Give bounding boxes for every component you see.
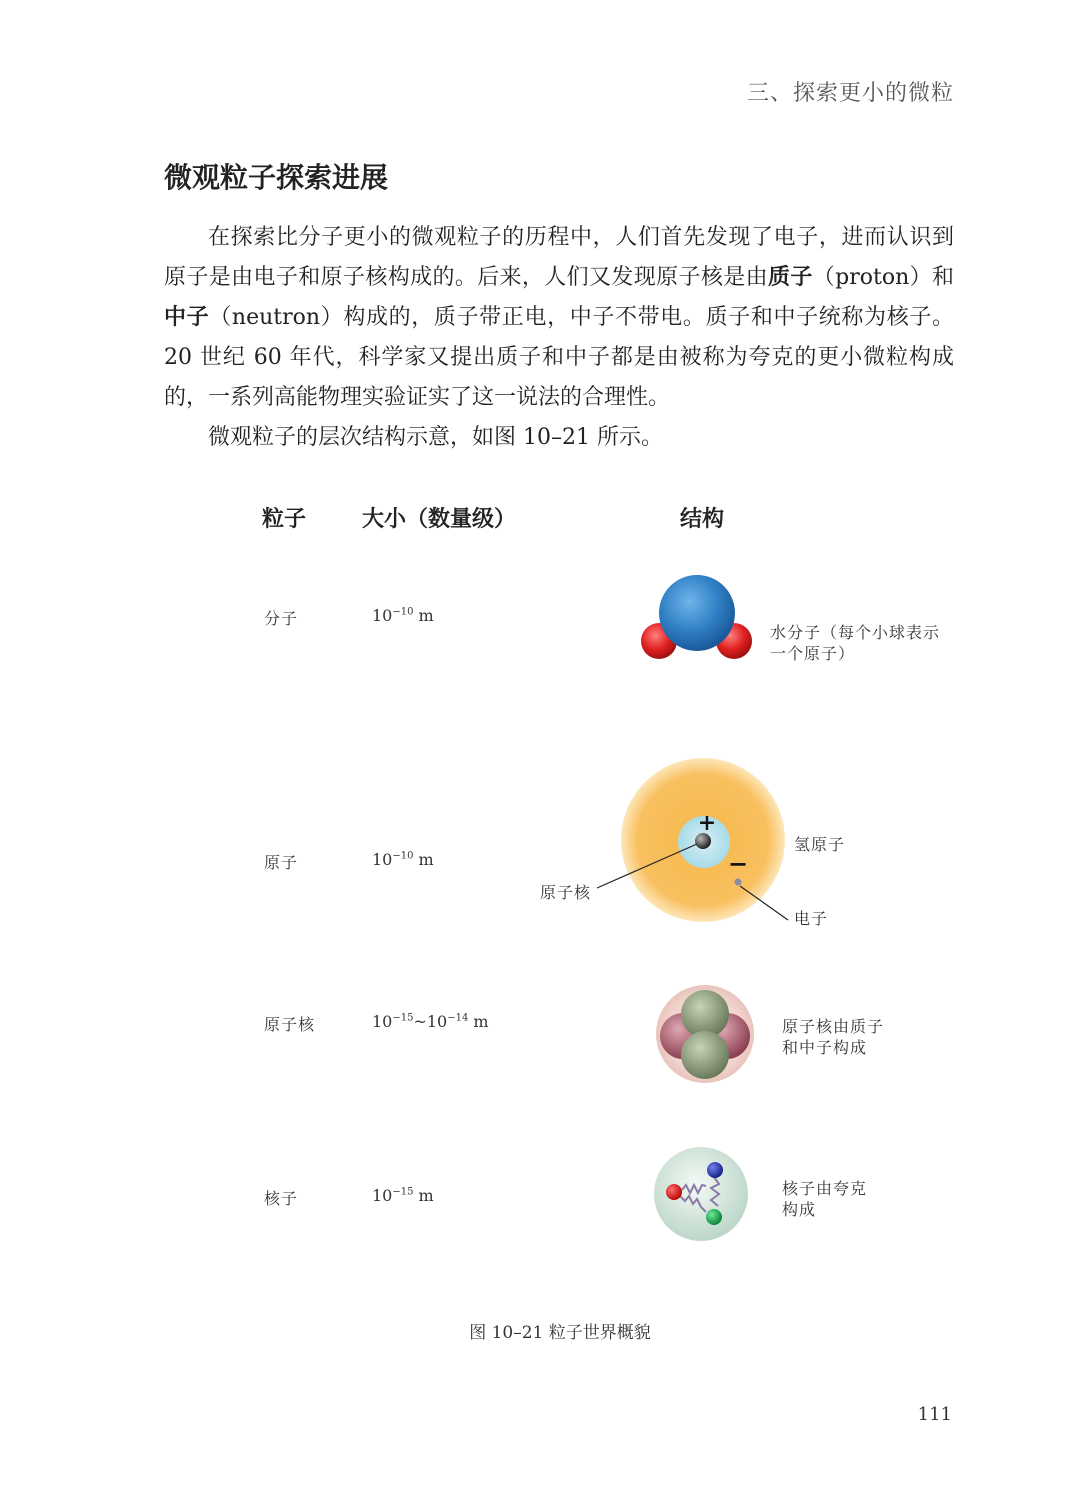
quark-red xyxy=(666,1184,682,1200)
page-number: 111 xyxy=(917,1404,952,1425)
column-header-structure: 结构 xyxy=(680,507,725,532)
paragraph-1: 在探索比分子更小的微观粒子的历程中，人们首先发现了电子，进而认识到原子是由电子和原子核构成的。后来，人们又发现原子核是由质子（proton）和中子（neutron）构成的，质子带正电，中子不带电。质子和中子统称为核子。20 世纪 60 年代，科学家又提出质子和中子都是由被称为夸克的更小微粒构成的，一系列高能物理实验证实了这一说法的合理性。 xyxy=(164,225,954,410)
section-title: 微观粒子探索进展 xyxy=(164,161,389,194)
hydrogen-atom-icon xyxy=(597,758,788,922)
electron-dot xyxy=(735,879,742,886)
desc-nucleon: 核子由夸克 构成 xyxy=(782,1179,868,1219)
row-size-atom: $10^{-10}$ m xyxy=(372,850,434,869)
figure-caption: 图 10–21 粒子世界概貌 xyxy=(469,1323,651,1343)
term-proton: 质子 xyxy=(768,265,813,290)
row-size-nucleon: $10^{-15}$ m xyxy=(372,1186,434,1205)
neutron-top xyxy=(681,990,729,1038)
paragraph-2: 微观粒子的层次结构示意，如图 10–21 所示。 xyxy=(208,425,663,450)
desc-molecule: 水分子（每个小球表示 一个原子） xyxy=(770,623,941,663)
row-name-atom: 原子 xyxy=(264,853,299,872)
desc-nucleus: 原子核由质子 和中子构成 xyxy=(782,1017,885,1057)
nucleon-icon xyxy=(654,1147,748,1241)
label-electron: 电子 xyxy=(794,909,829,928)
row-size-molecule: $10^{-10}$ m xyxy=(372,606,434,625)
oxygen-atom xyxy=(659,575,735,651)
desc-atom: 氢原子 xyxy=(794,835,846,854)
label-nucleus: 原子核 xyxy=(540,883,592,902)
running-head: 三、探索更小的微粒 xyxy=(746,81,954,106)
row-name-nucleus: 原子核 xyxy=(264,1015,316,1034)
row-name-molecule: 分子 xyxy=(264,609,299,628)
minus-sign: − xyxy=(727,849,749,878)
plus-sign: + xyxy=(697,810,717,836)
neutron-bottom xyxy=(681,1031,729,1079)
quark-blue xyxy=(707,1162,723,1178)
column-header-particle: 粒子 xyxy=(262,507,307,532)
column-header-size: 大小（数量级） xyxy=(362,507,517,532)
term-neutron: 中子 xyxy=(164,305,210,330)
row-name-nucleon: 核子 xyxy=(264,1189,299,1208)
quark-green xyxy=(706,1209,722,1225)
water-molecule-icon xyxy=(641,575,752,659)
nucleus-icon xyxy=(656,985,754,1083)
row-size-nucleus: $10^{-15}\sim 10^{-14}$ m xyxy=(372,1012,489,1031)
